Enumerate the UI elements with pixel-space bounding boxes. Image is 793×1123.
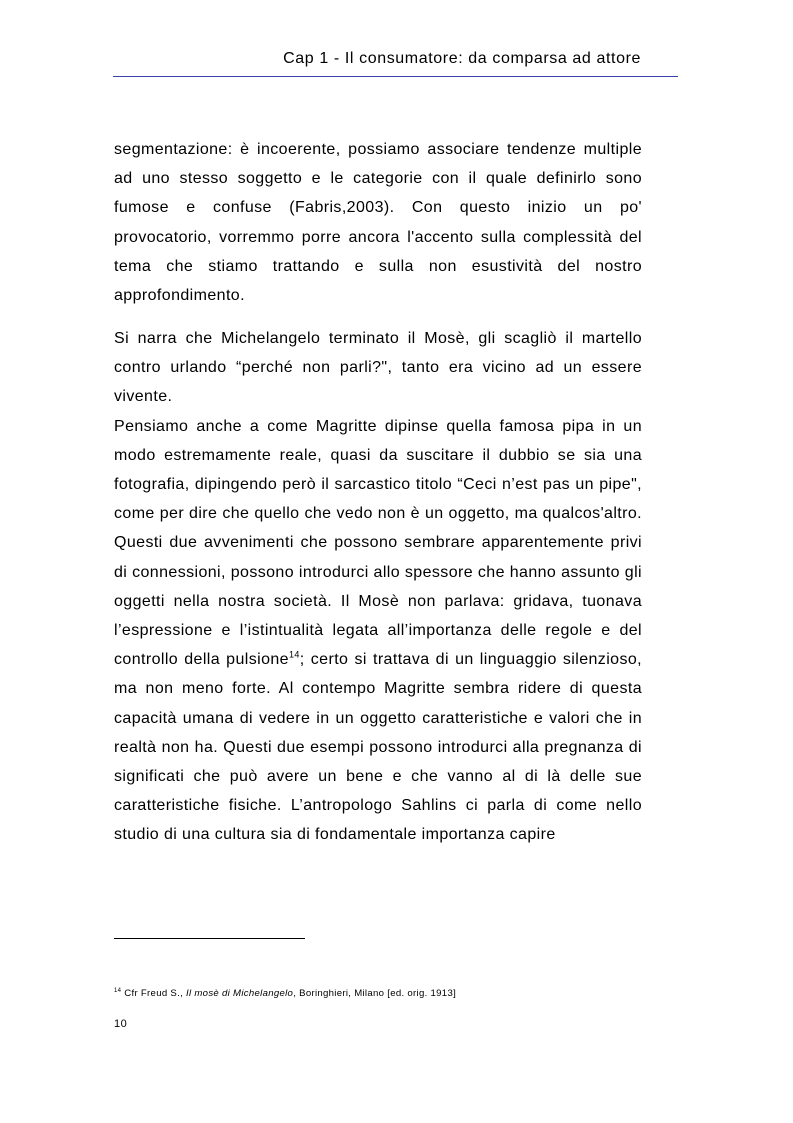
footnote [114, 988, 456, 999]
paragraph-1: segmentazione: è incoerente, possiamo associare tendenze multiple ad uno stesso soggetto e le categorie con il quale definirlo sono fumose e confuse (Fabris,2003). Con questo inizio un po' provocatorio, vorremmo porre ancora l'accento sulla complessità del tema che stiamo trattando e sulla non esustività del nostro approfondimento. [114, 141, 642, 305]
header-rule [113, 76, 678, 77]
footnote-rule [114, 938, 305, 939]
body-paragraphs [114, 324, 642, 850]
paragraph-3 [114, 412, 642, 850]
paragraph-3-text-a: Pensiamo anche a come Magritte dipinse quella famosa pipa in un modo estremamente reale, quasi da suscitare il dubbio se sia una fotografia, dipingendo però il sarcastico titolo “Ceci n’est pas un pipe", come per dire che quello che vedo non è un oggetto, ma qualcos'altro. Questi due avvenimenti che possono sembrare apparentemente privi di connessioni, possono introdurci allo spessore che hanno assunto gli oggetti nella nostra società. Il Mosè non parlava: gridava, tuonava l’espressione e l’istintualità legata all’importanza delle regole e del controllo della pulsione [114, 417, 642, 669]
footnote-text-b: , Boringhieri, Milano [ed. orig. 1913] [293, 988, 457, 999]
footnote-number: 14 [114, 987, 122, 994]
running-header-title: Cap 1 - Il consumatore: da comparsa ad attore [283, 50, 641, 67]
paragraph-3-text-b: ; certo si trattava di un linguaggio silenzioso, ma non meno forte. Al contempo Magritte sembra ridere di questa capacità umana di vedere in un oggetto caratteristiche e valori che in realtà non ha. Questi due esempi possono introdurci alla pregnanza di significati che può avere un bene e che vanno al di là delle sue caratteristiche fisiche. L’antropologo Sahlins ci parla di come nello studio di una cultura sia di fondamentale importanza capire [114, 651, 643, 844]
footnote-book-title: Il mosè di Michelangelo [186, 988, 294, 999]
paragraph-2: Si narra che Michelangelo terminato il Mosè, gli scagliò il martello contro urlando “perché non parli?", tanto era vicino ad un essere vivente. [114, 330, 642, 406]
footnote-reference: 14 [288, 649, 300, 660]
footnote-text-a: Cfr Freud S., [121, 988, 187, 999]
page-number: 10 [114, 1018, 128, 1030]
